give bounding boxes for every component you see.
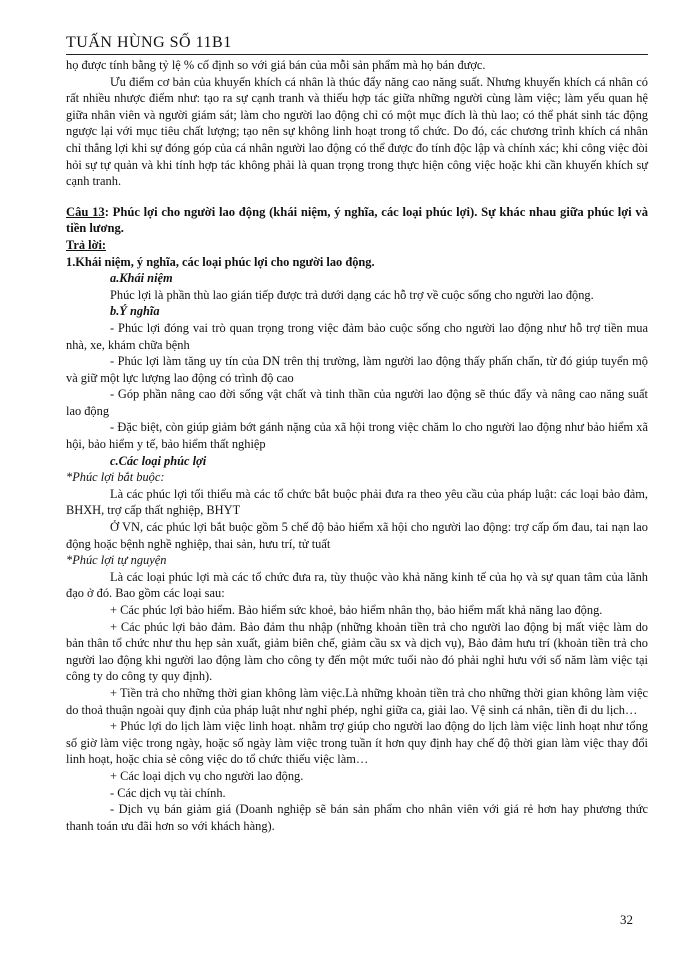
mandatory-benefits-vn: Ở VN, các phúc lợi bắt buộc gồm 5 chế độ bảo hiểm xã hội cho người lao động: trợ cấp ốm đau, tai nạn lao động hoặc bệnh nghề nghiệp, thai sản, hưu trí, tử tuất: [66, 520, 648, 551]
voluntary-item-flexible-schedule: + Phúc lợi do lịch làm việc linh hoạt. nhằm trợ giúp cho người lao động do lịch làm việc linh hoạt như tổng số giờ làm việc trong ngày, hoặc số ngày làm việc trong tuần ít hơn quy định hay chế độ thời gian làm việc thay đổi linh hoạt, hoặc chia sẻ công việc do tổ chức thiếu việc làm…: [66, 719, 648, 767]
meaning-item-1: - Phúc lợi đóng vai trò quan trọng trong việc đảm bảo cuộc sống cho người lao động như hỗ trợ tiền mua nhà, xe, khám chữa bệnh: [66, 320, 648, 352]
voluntary-item-paid-time-off: + Tiền trả cho những thời gian không làm việc.Là những khoản tiền trả cho những thời gian không làm việc do thoả thuận ngoài quy định của pháp luật như nghỉ phép, nghỉ giữa ca, giải lao. Vệ sinh cá nhân, tiền đi du lịch…: [66, 685, 648, 717]
question-label: Câu 13: [66, 204, 105, 219]
page-header: TUẤN HÙNG SỐ 11B1: [66, 34, 648, 55]
subheading-a: a.Khái niệm: [110, 271, 173, 286]
meaning-item-3: - Góp phần nâng cao đời sống vật chất và tinh thần của người lao động sẽ thúc đẩy và nâng cao năng suất lao động: [66, 387, 648, 418]
voluntary-benefits-text: Là các loại phúc lợi mà các tổ chức đưa ra, tùy thuộc vào khả năng kinh tế của họ và sự quan tâm của lãnh đạo ở đó. Bao gồm các loại sau:: [66, 569, 648, 601]
answer-label: Trả lời:: [66, 237, 107, 252]
voluntary-item-financial-services: - Các dịch vụ tài chính.: [110, 785, 226, 800]
voluntary-benefits-heading: *Phúc lợi tự nguyện: [66, 553, 167, 568]
voluntary-item-insurance: + Các phúc lợi bảo hiểm. Bảo hiểm sức khoẻ, bảo hiểm nhân thọ, bảo hiểm mất khả năng lao động.: [110, 603, 603, 617]
meaning-item-4: - Đặc biệt, còn giúp giảm bớt gánh nặng của xã hội trong việc chăm lo cho người lao động như bảo hiểm xã hội, bảo hiểm y tế, bảo hiểm thất nghiệp: [66, 420, 648, 452]
question-heading: [66, 204, 648, 237]
document-page: [66, 34, 648, 834]
subheading-b: b.Ý nghĩa: [110, 304, 160, 319]
meaning-item-2: - Phúc lợi làm tăng uy tín của DN trên thị trường, làm người lao động thấy phấn chấn, từ đó giúp tuyển mộ và giữ một lực lượng lao động có trình độ cao: [66, 354, 648, 385]
voluntary-item-discount-sales: - Dịch vụ bán giảm giá (Doanh nghiệp sẽ bán sản phẩm cho nhân viên với giá rẻ hơn hay phương thức thanh toán ưu đãi hơn so với khách hàng).: [66, 802, 648, 833]
page-number: 32: [620, 912, 633, 927]
paragraph-continuation: họ được tính bằng tỷ lệ % cố định so với giá bán của mỗi sản phẩm mà họ bán được.: [66, 58, 486, 72]
mandatory-benefits-text: Là các phúc lợi tối thiểu mà các tổ chức bắt buộc phải đưa ra theo yêu cầu của pháp luật: các loại bảo đảm, BHXH, trợ cấp thất nghiệp, BHYT: [66, 486, 648, 518]
question-text: : Phúc lợi cho người lao động (khái niệm, ý nghĩa, các loại phúc lợi). Sự khác nhau giữa phúc lợi và tiền lương.: [66, 204, 648, 236]
section-heading-1: 1.Khái niệm, ý nghĩa, các loại phúc lợi cho người lao động.: [66, 254, 375, 269]
subheading-c: c.Các loại phúc lợi: [110, 453, 207, 468]
paragraph-definition: Phúc lợi là phần thù lao gián tiếp được trả dưới dạng các hỗ trợ về cuộc sống cho người lao động.: [110, 287, 594, 302]
voluntary-item-services: + Các loại dịch vụ cho người lao động.: [110, 768, 304, 783]
mandatory-benefits-heading: *Phúc lợi bắt buộc:: [66, 470, 165, 485]
paragraph-incentive-pros-cons: Ưu điểm cơ bản của khuyến khích cá nhân là thúc đẩy năng cao năng suất. Nhưng khuyến khích cá nhân có rất nhiều nhược điểm như: tạo ra sự cạnh tranh và thiếu hợp tác giữa những người cùng làm việc; làm yếu quan hệ giữa nhân viên và người giám sát; làm cho người lao động chỉ có một mục đích là thù lao; có thể phát sinh tác động ngược lại với mục tiêu chất lượng; tạo nên sự không linh hoạt trong tổ chức. Do đó, các chương trình khích cá nhân chỉ thắng lợi khi sự đóng góp của cá nhân người lao động có thể được đo tính độc lập và chính xác; khi công việc đòi hỏi sự tự quản và khi tính hợp tác không phải là quan trọng trong thực hiện công việc hoặc khi cần khuyến khích sự cạnh tranh.: [66, 74, 648, 189]
voluntary-item-guarantee: + Các phúc lợi bảo đảm. Bảo đảm thu nhập (những khoản tiền trả cho người lao động bị mất việc làm do bản thân tổ chức như thu hẹp sản xuất, giảm biên chế, giảm cầu sx và dịch vụ), Bảo đảm hưu trí (khoản tiền trả cho người lao động khi người lao động làm cho công ty đến một mức tuổi nào đó phải nghỉ hưu với số năm làm việc tại công ty do công ty quy định).: [66, 619, 648, 684]
